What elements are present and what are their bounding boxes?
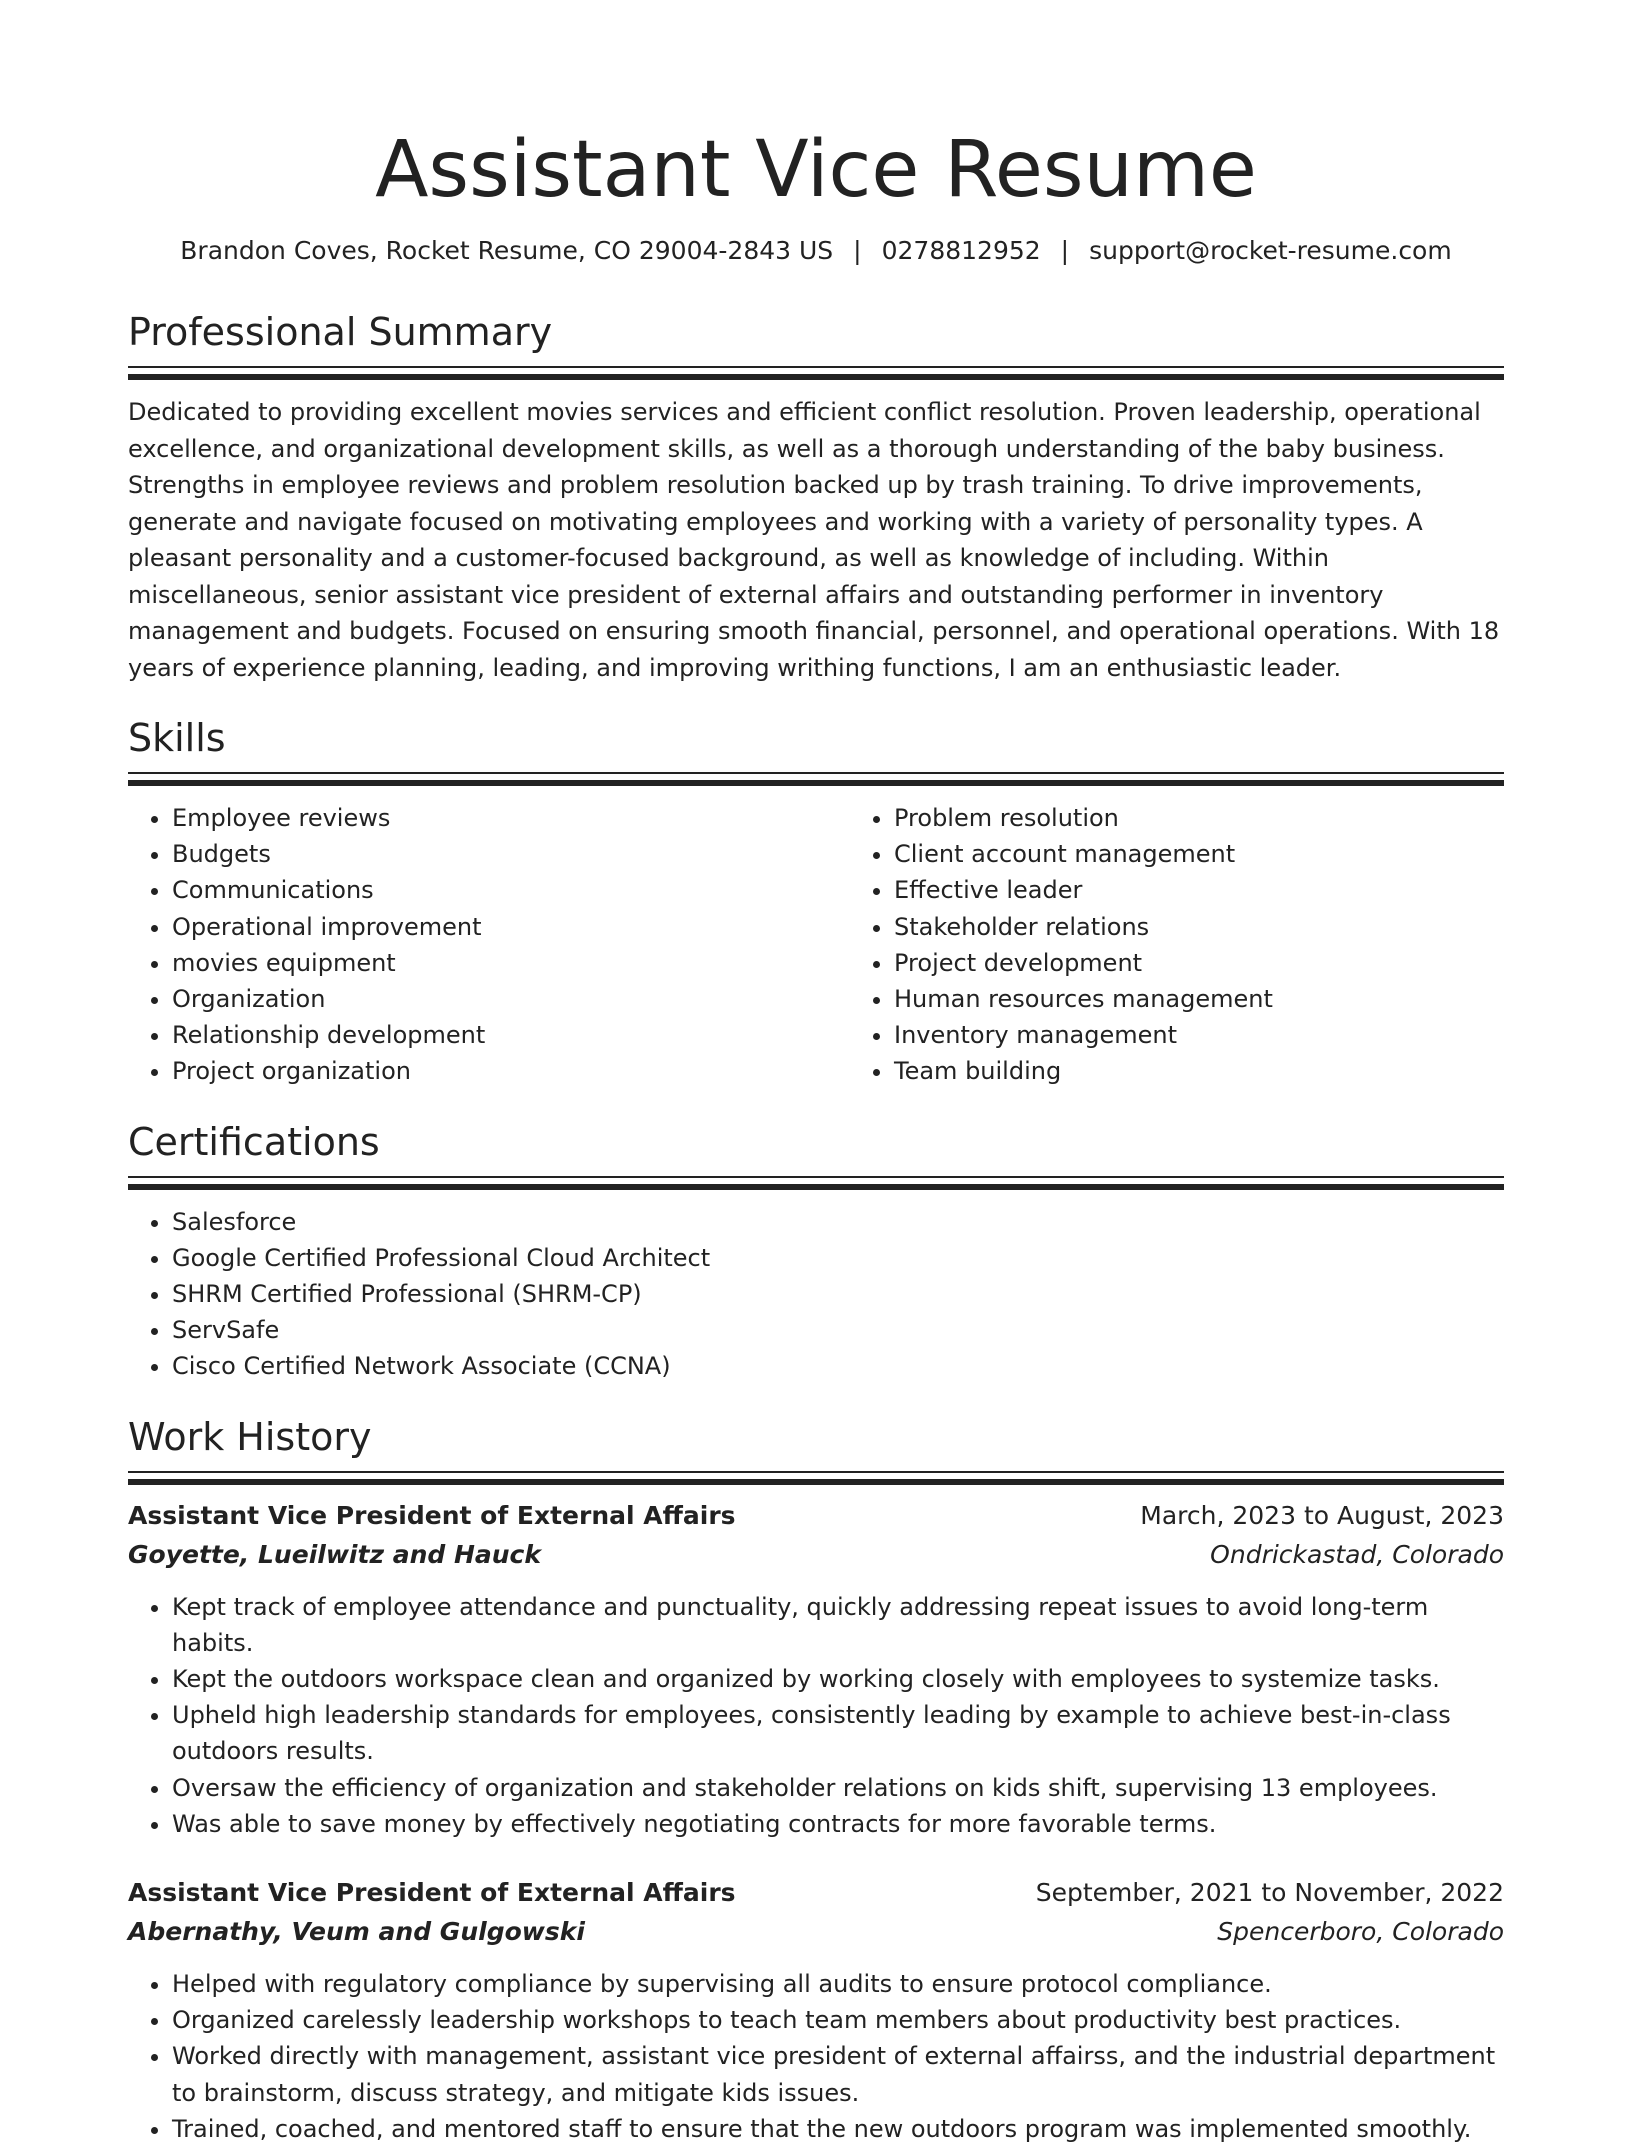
- skill-item: • Human resources management: [894, 981, 1572, 1017]
- section-divider-thick: [128, 374, 1504, 380]
- skill-item: • Effective leader: [894, 872, 1572, 908]
- section-divider: [128, 772, 1504, 774]
- summary-text: Dedicated to providing excellent movies services and efficient conflict resolution. Proven leadership, operational excellence, and organizational development skills, as well as a thorough understanding of the baby business. Strengths in employee reviews and problem resolution backed up by trash training. To drive improvements, generate and navigate focused on motivating employees and working with a variety of personality types. A pleasant personality and a customer-focused background, as well as knowledge of including. Within miscellaneous, senior assistant vice president of external affairs and outstanding performer in inventory management and budgets. Focused on ensuring smooth financial, personnel, and operational operations. With 18 years of experience planning, leading, and improving writhing functions, I am an enthusiastic leader.: [128, 398, 1500, 682]
- job-bullet: • Upheld high leadership standards for employees, consistently leading by example to achieve best-in-class outdoors results.: [172, 1697, 1504, 1769]
- job-location: Spencerboro, Colorado: [1217, 1917, 1504, 1947]
- skills-heading: Skills: [128, 716, 226, 760]
- section-divider: [128, 1471, 1504, 1473]
- job-header-row: [128, 1874, 1504, 1912]
- section-divider: [128, 366, 1504, 368]
- resume-title: Assistant Vice Resume: [375, 125, 1257, 215]
- certification-item: • SHRM Certified Professional (SHRM-CP): [172, 1276, 1504, 1312]
- job-bullet: • Helped with regulatory compliance by supervising all audits to ensure protocol compliance.: [172, 1966, 1504, 2002]
- job-bullet: • Oversaw the efficiency of organization and stakeholder relations on kids shift, supervising 13 employees.: [172, 1770, 1504, 1806]
- job-location: Ondrickastad, Colorado: [1210, 1539, 1504, 1569]
- skill-item: • Employee reviews: [172, 800, 850, 836]
- skill-item: • movies equipment: [172, 945, 850, 981]
- skill-item: • Project organization: [172, 1053, 850, 1089]
- skill-item: • Communications: [172, 872, 850, 908]
- contact-separator: |: [853, 236, 862, 265]
- contact-address: Brandon Coves, Rocket Resume, CO 29004-2843 US: [180, 236, 834, 265]
- section-divider: [128, 1176, 1504, 1178]
- contact-separator: |: [1060, 236, 1070, 265]
- skill-item: • Inventory management: [894, 1017, 1572, 1053]
- summary-section: [128, 308, 1504, 686]
- skill-item: • Budgets: [172, 836, 850, 872]
- job-bullet: • Trained, coached, and mentored staff to ensure that the new outdoors program was implemented smoothly.: [172, 2111, 1504, 2147]
- skill-item: • Organization: [172, 981, 850, 1017]
- job-company: Goyette, Lueilwitz and Hauck: [128, 1539, 542, 1569]
- job-bullet: • Worked directly with management, assistant vice president of external affairss, and the industrial department to brainstorm, discuss strategy, and mitigate kids issues.: [172, 2038, 1504, 2110]
- section-divider-thick: [128, 1479, 1504, 1485]
- skill-item: • Project development: [894, 945, 1572, 981]
- summary-heading: Professional Summary: [128, 310, 553, 354]
- skill-item: • Stakeholder relations: [894, 909, 1572, 945]
- job-bullet: • Kept the outdoors workspace clean and organized by working closely with employees to systemize tasks.: [172, 1661, 1504, 1697]
- job-title: Assistant Vice President of External Affairs: [128, 1500, 736, 1530]
- skills-list-right: [850, 800, 1572, 1090]
- job-entry: [128, 1874, 1504, 2147]
- job-dates: March, 2023 to August, 2023: [1140, 1500, 1504, 1530]
- resume-page: [128, 0, 1504, 2147]
- contact-email: support@rocket-resume.com: [1089, 236, 1452, 265]
- job-header-row: [128, 1497, 1504, 1535]
- job-title: Assistant Vice President of External Affairs: [128, 1878, 736, 1908]
- skills-section: [128, 714, 1504, 1090]
- job-dates: September, 2021 to November, 2022: [1035, 1878, 1504, 1908]
- skills-list-left: [128, 800, 850, 1090]
- certification-item: • Cisco Certified Network Associate (CCNA): [172, 1348, 1504, 1384]
- job-bullets: [128, 1966, 1504, 2147]
- job-company: Abernathy, Veum and Gulgowski: [128, 1917, 585, 1947]
- job-bullet: • Organized carelessly leadership workshops to teach team members about productivity best practices.: [172, 2002, 1504, 2038]
- contact-line: [128, 234, 1504, 268]
- skills-grid: [128, 786, 1504, 1090]
- job-subheader-row: [128, 1912, 1504, 1952]
- skill-item: • Operational improvement: [172, 909, 850, 945]
- contact-phone: 0278812952: [881, 236, 1041, 265]
- job-subheader-row: [128, 1535, 1504, 1575]
- job-bullet: • Was able to save money by effectively negotiating contracts for more favorable terms.: [172, 1806, 1504, 1842]
- job-bullet: • Kept track of employee attendance and punctuality, quickly addressing repeat issues to avoid long-term habits.: [172, 1589, 1504, 1661]
- work-history-heading: Work History: [128, 1414, 372, 1459]
- certifications-list: [128, 1204, 1504, 1385]
- job-entry: [128, 1497, 1504, 1842]
- work-history-section: [128, 1413, 1504, 2147]
- job-bullets: [128, 1589, 1504, 1842]
- certification-item: • Google Certified Professional Cloud Architect: [172, 1240, 1504, 1276]
- certifications-section: [128, 1118, 1504, 1385]
- certification-item: • Salesforce: [172, 1204, 1504, 1240]
- certification-item: • ServSafe: [172, 1312, 1504, 1348]
- skill-item: • Relationship development: [172, 1017, 850, 1053]
- skill-item: • Team building: [894, 1053, 1572, 1089]
- skill-item: • Client account management: [894, 836, 1572, 872]
- certifications-heading: Certifications: [128, 1119, 380, 1164]
- section-divider-thick: [128, 1184, 1504, 1190]
- skill-item: • Problem resolution: [894, 800, 1572, 836]
